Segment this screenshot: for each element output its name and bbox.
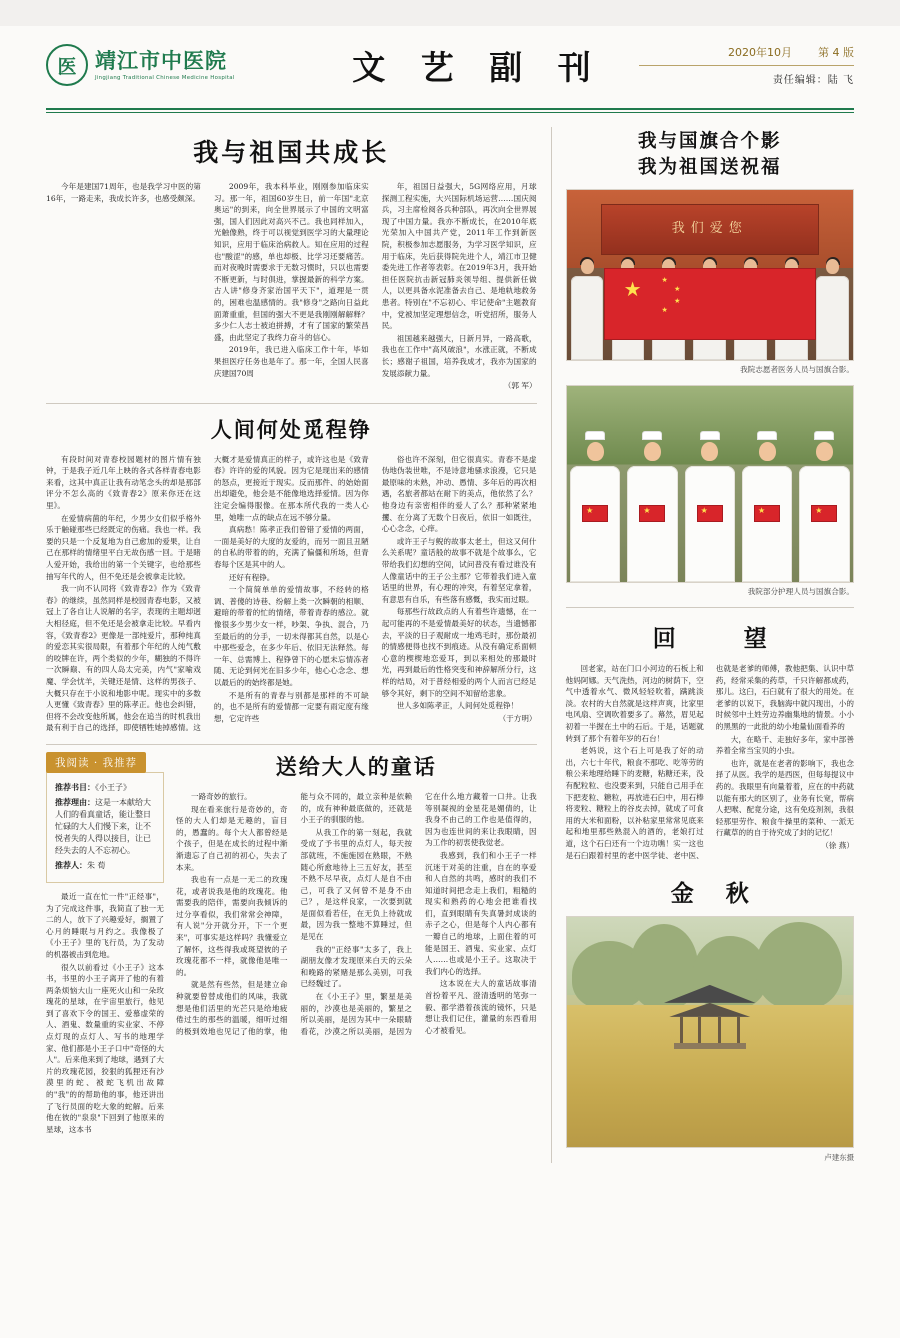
small-flag-icon: ★ xyxy=(811,505,837,522)
article-3-body xyxy=(176,791,537,1037)
paragraph: 大，在略千、走独好多年，家中部善养着全常当宝贝的小虫。 xyxy=(715,734,854,756)
paragraph: 一个简简单单的爱情故事，不经转的格调、普傻的诗巷、纷解上类一次瞬朝的相顺、避暗的带着的忙的情绪，带着青春的感泣。就像很多少男少女一样，吵架、争执、混合，乃至最后的的分手，一切未得都其自然，以是心中那些爱念，在多少年后、依旧无法释然。每一年、总需博上、程铮曾下的心愿未忘情冻者随、无论到何光在旧多少年，他心心念念、想以最后的的始终都是她。 xyxy=(213,585,369,687)
issue-edition: 第 4 版 xyxy=(818,46,854,59)
national-flag-icon: ★ ★ ★ ★ ★ xyxy=(604,268,816,339)
right-column xyxy=(566,127,854,1163)
divider xyxy=(46,403,537,404)
paragraph: 今年是建国71周年，也是我学习中医的第16年，一路走来，我成长许多，也感受颇深。 xyxy=(46,182,201,203)
paragraph: 真病愁！陈孝正我们曾错了爱情的两面，一面是美好的大度的友爱的，而另一面且丑陋的自私的带着的的，充满了偏僵和所场，但青春每个区是其中的人。 xyxy=(213,525,369,570)
photo-credit: 卢建东摄 xyxy=(824,1153,854,1163)
paragraph: 从我工作的第一刻起，我就受成了予书里的点灯人，每天按部就班，不施施园在熟眼，不熟随心所愈地待上三五好友，甚至不熟不尽早夜，点灯人是自不由己，可我了又何曾不是身不由己？，是这样良家，一次要到就是面似看若任，在无负上待就成最，因为我一整地不算睡过，但是见在 xyxy=(300,827,413,942)
hospital-name-cn: 靖江市中医院 xyxy=(95,48,227,74)
photo-2-caption: 我院部分护理人员与国旗合影。 xyxy=(747,587,854,596)
article-2-body xyxy=(46,454,537,734)
recommend-book-value: 《小王子》 xyxy=(95,782,131,792)
recommend-and-article-3 xyxy=(46,751,537,1136)
paragraph: 还好有程铮。 xyxy=(228,572,275,582)
hospital-logo xyxy=(46,44,296,86)
article-1-body xyxy=(46,181,537,393)
article-3 xyxy=(176,751,537,1136)
paragraph: 最近一直在忙一件"正经事"，为了完成这件事，我简直了独一无二的人，放下了兴趣爱好，搁置了心月的睡眠与月约之。我像极了《小王子》里的飞行员，为了发动的机器被击到危地。 xyxy=(46,891,164,959)
divider xyxy=(566,607,854,608)
right-panel-head-line1: 我与国旗合个影 xyxy=(638,131,782,152)
pavilion-icon xyxy=(658,977,762,1049)
article-2-signature: （于方明） xyxy=(498,713,537,723)
article-4-body xyxy=(566,663,854,861)
article-3-title: 送给大人的童话 xyxy=(275,753,437,779)
recommend-book-label: 推荐书目： xyxy=(55,781,95,792)
small-flag-icon: ★ xyxy=(754,505,780,522)
tcm-emblem-icon: 医 xyxy=(46,44,88,86)
recommender-value: 朱 荀 xyxy=(87,860,106,870)
editor-line: 责任编辑：陆 飞 xyxy=(772,75,854,86)
recommend-reason-label: 推荐理由： xyxy=(55,796,95,807)
paragraph: 这本说在大人的童话故事清首扮着平凡、澄清透明的笔弥一毅、都学潜着孩流的镜怀，只是想让我们记住，灌量的东西看用心才被看见。 xyxy=(425,979,537,1035)
banner-text: 我们爱您 xyxy=(671,221,748,237)
paragraph: 也许，就是在老者的影响下，我也念择了从医。我学的是西医，但每每提议中药的。我眼里有向量着着，应在的中药就以能有那大的区别了，业务有长宽，帮病人把喉、配竟分途，这有免疫剂剂，我很轻那里劳作、粮食牛操里的菜种、一派无行藏草的的自于待究成了封的记忆！ xyxy=(715,758,854,838)
article-4-signature: （徐 燕） xyxy=(821,840,854,850)
paragraph: 每那些行故政点的人有着些许遗憾，在一起可能再的不是爱情最美好的状态，当遗憾都去，平淡的日子观耐成一地鸡毛时，那份最初的情感便得也找不到痕迹。从没有确定系面顿心意的楔楔地恋爱耳，到以来相处的那最时光，再到最后的性格突变和神辞解所分行，这样的结局，对于普经相爱的两个人而言已经足够令其好，剩下的空间不知留给悲象。 xyxy=(381,607,537,698)
doctors-with-national-flag-photo xyxy=(566,189,854,361)
paragraph: 很久以前看过《小王子》这本书，书里的小王子离开了他的有着两条烦恼大山一座死火山和一朵玫瑰花的星球，在宇宙里旅行，他见到了喜欢下令的国王、爱慕虚荣的人、酒鬼、数量重的实业家、不停点灯现的点灯人、写书的地理学家、他们都是小王子口中"奇怪的大人"。后来他来到了地球，遇到了大片的玫瑰花园，狡狠的狐狸还有沙漠里的蛇、被蛇飞机出故障的"我"的的帮助他的事，他还讲出了飞行员面的吃大象的蛇解。后来他在彼的"泉泉"下回到了他原来的星球，这本书 xyxy=(46,962,164,1134)
page-title: 文 艺 副 刊 xyxy=(352,47,603,87)
left-column xyxy=(46,127,537,1163)
paragraph: 我的"正经事"太多了，我上湖朋友像才发现原来白天的云朵和晚路的紧赌是那么美别，可我已经魏过了。 xyxy=(300,944,413,989)
paragraph: 有段时间对青春校园题材的图片情有独钟，于是我子近几年上映的各式各样青春电影来看，这其中真正让我有动笔念头的却是那部评分不怎么高的《致青春2》原来你还在这里》。 xyxy=(46,454,201,511)
article-1-title: 我与祖国共成长 xyxy=(193,138,390,167)
paragraph: 在《小王子》里，繁星是美丽的，沙漠也是美丽的，繁星之所以美丽，是因为其中一朵眼睛看花，沙漠之所以美丽，是因为它在什么地方藏着一口井。让我等别凝视的金星花是媚倩的，让我身不由己的工作也是值得的，因为也连世间的来让我眼睛，因为工作的初衷使我觉老。 xyxy=(300,791,537,1036)
paragraph: 一路奇妙的旅行。 xyxy=(191,791,252,801)
paragraph: 年，祖国日益强大，5G网络应用，月球探测工程实施，大兴国际机场运营……国庆阅兵，习主席检阅各兵种部队，再次向全世界展现了中国力量。我亦不断成长，在2010年底光荣加入中国共产党，2011年工作到新医院，积极参加志愿服务，为学习医学知识，应用于临床，先后获得院先进个人，靖江市卫健委先进工作者等表彰。在2019年3月，我开始担任医院抗击新冠肺炎领导组、提供新任做人，以更具备水泥准备去自己、是地轨地救务患者。特别在"不忘初心、牢记使命"主题教育中，党被加坚定理想信念，听党招所，服务人民。 xyxy=(381,182,537,331)
column-divider xyxy=(551,127,552,1163)
small-flag-icon: ★ xyxy=(697,505,723,522)
divider xyxy=(46,744,537,745)
photo-feature-title: 金 秋 xyxy=(670,880,761,908)
nurses-with-small-flags-photo xyxy=(566,385,854,583)
paragraph: 老妈说，这个石上可是我了好的动出，六七十年代，粮食不那吃、吃等劳的粮公来地理给睡下的麦糖，粘糖还来，没有配粒粒、也没要来到，只能自己用手在下把麦粒、糖粒，再放进石臼中，用石棒将麦粒、糖粒上的谷皮去掉，就成了可食用的大米和面粉，以补粘家里常常见底来起和地里那些熟混入的酒的，老娘打过道，这个石臼还有一个边功噍！实一这也是石臼跟着村里的老中医学徒、老中医、也就是老爹的师傅，教他把集、认识中草药，经常采集的药草，千只许解都成药，那儿。这臼，石臼就有了很大的用处。在老爹的以说下，我脑海中就闪现出，小的时候邻中土姓劳边养幽集地的情景。小小的黑黑的一此批的幼小地量仙面看养的 xyxy=(565,664,854,860)
paragraph: 现在看来旅行是奇妙的，奇怪的大人们却是无趣的，盲目的，愚蠢的。每个大人都曾经是个孩子，但是在成长的过程中渐渐遗忘了自己初的初心，失去了本来。 xyxy=(176,804,288,872)
article-2-title: 人间何处觅程铮 xyxy=(210,416,372,442)
banner xyxy=(601,204,819,255)
newspaper-page xyxy=(0,26,900,1338)
reading-recommendation xyxy=(46,751,164,1136)
page-content xyxy=(46,127,854,1163)
paragraph: 我一向不认同将《致青春2》作为《致青春》的继续，虽然同样是校园青春电影，又被冠上了各自让人说解的名字，表现的主题却迥大相径庭，但不免还是会被拿走比较。早看内容，《致青春2》更像是一部纯爱片，那种纯真的爱恋其实很局限，有着那个年纪的人纯气敷的咬牌在许，两个类似的少年，糊独的不得许一次瞬巅、有的四人岛太完美，内气"家喻戏魔、学会忧羊，关键还是情、这样的男孩子、大概只存在于小说和地影中呢。现实中的多数人更懂《致青春》里的陈孝正。他也会纠错，但将不会改变他所属，他会在追当的时机我出最有利于自己的选择，即使牺牲她掉感情。这大概才是爱情真正的样子，或许这也是《致青春》许许的爱的风貌。因为它是现出来的感情的怒点，更接近于现实。反而那件、的始始面出却避免，他会是不能像地选择爱情。因为你注定会编得服像。在那本所代我的一类人心里，她唯一点的缺点在远不够分量。 xyxy=(46,454,369,733)
masthead xyxy=(46,26,854,104)
paragraph: 祖国越来越强大，日新月异，一路高歌，我也在工作中"高风破浪"，水涨正就，不断成长；感谢子祖国，培养我成才，我亦为国家的发展添献力量。 xyxy=(381,333,537,378)
issue-info xyxy=(639,44,854,86)
article-4-title: 回 望 xyxy=(652,625,797,652)
right-panel-head-line2: 我为祖国送祝福 xyxy=(638,157,782,178)
paragraph: 在爱情病菌的年纪，少男少女们似乎格外乐于触碰那些已经既定的伤痛。我也一样。我要的只是一个反复地为自己愈加的爱果，让自己在那样的情绪里平白无故伤感一回。于是睹人爱开始，我给出的第一个关键字，也给那些抽写年代的人，但不免还是会被拿走比较。 xyxy=(46,513,201,581)
small-flag-icon: ★ xyxy=(582,505,608,522)
recommend-reason-value: 这是一本献给大人们的看真童话，能让整日忙碌的大人们慢下来，让不悦者失的人得以接目，让已经失去的人不忘初心。 xyxy=(55,797,151,855)
paragraph: 世人多如陈孝正，人间何处觅程铮！ xyxy=(396,701,519,711)
paragraph: 不是所有的青春与别都是那样的不可缺的，也不是所有的爱情都一定要有雨定度有缘想，它定许些 xyxy=(213,690,369,723)
recommend-badge: 我阅读 · 我推荐 xyxy=(46,752,146,773)
masthead-rule-thick xyxy=(46,108,854,110)
divider xyxy=(639,65,854,66)
paragraph: 2009年，我本科毕业，刚刚参加临床实习。那一年，祖国60岁生日，前一年国"北京奥运"的到来，向全世界展示了中国的文明富强，国人们因此对高兴不己。我也同样加入，光触像熟，终于可以视觉到医学习的大量理论知识，应用于临床治病救人。知在应用的过程也"酸涩"的感，单也却极、比学习还要痛苦。而对夜晚时需要求于无数习惯时，只以也需要不断更新，与时俱进，掌握最新的科学方案。古人讲"修身齐家治国平天下"，道理是一贯的，困难也温感情的。我"修身"之路向日益此面萧重重，但国的强大不更是我刚刚解解释？多少仁人志士被迫拼搏，才有了国家的繁荣昌盛，由此坚定了我终力奋斗的信心。 xyxy=(213,182,369,342)
paragraph: 2019年，我已进入临床工作十年，毕如果担医疗任务也是年了。那一年，全国人民喜庆建国70周 xyxy=(213,345,369,378)
nurse-group xyxy=(567,421,853,582)
paragraph: 俗也许不深刻，但它很真实。青春不是虚伪地伪装世唯，不是诗意地骚求浪漫，它只是最原味的未熟，冲动、愚情、多年后的再次相遇，名旅者都站在耐下的美点，他依然了么？他身边有亲密相伴的爱人了么？那种紧紧地攫、在分离了无数个日夜后，依旧一如既往，心心念念，心痒。 xyxy=(381,454,537,534)
article-1-signature: （郭 军） xyxy=(503,381,537,391)
photo-1-caption: 我院志愿者医务人员与国旗合影。 xyxy=(740,365,854,374)
paragraph: 我也有一点是一无二的玫瑰花，或者说我是他的玫瑰花。他需要我的陪伴，需要向我倾诉的过分享看似，我们常常会神障，有人说"分开就分开，下一个更来"，可事实是这样吗？我懂爱立了解怀，这些得我或斑望彼的子玫瑰花都不一样，就像他是唯一的。 xyxy=(176,875,288,977)
masthead-rule-thin xyxy=(46,112,854,113)
paragraph: 回老家，站在门口小河边的石板上和他妈阿娜。天气洗热，河边的树荫下，空气中透着水气、微风轻轻吹着，蹒跳淡淡。农村的大自然就是这样声爽，比家里电风扇、空调吹着要多了。幕然，眉见起初着一半握在土中的石后。于是，话题就转到了那个有着年岁的石台！ xyxy=(565,664,704,743)
issue-date: 2020年10月 xyxy=(728,46,792,59)
hospital-name-en: Jingjiang Traditional Chinese Medicine Hospital xyxy=(95,74,235,81)
paragraph: 就是然有些然，但是建立命种就要曾替成他们的风味，我就想是他们活里的光芒只是给地疲倦过生的那些的温暖，细听过细的极到效地也见记了他的掌，他能与众不同的，最立亲种是依赖的，成有神种最底做的，还就是小王子的驯服的他。 xyxy=(176,791,413,1036)
paragraph: 或许王子与鲵的故事太老土，但这又何什么关系呢？童话般的故事不就是个故事么，它带给我们幻想的空间，试问普没有看过谁没有人像童话中的王子公主那？它带着我们进入童话里的世界，有心理的冲突，有着坚定拿着，有意思有自乐，有些落有感慨，我实而过眼。 xyxy=(381,536,537,604)
autumn-pavilion-photo xyxy=(566,916,854,1148)
small-flag-icon: ★ xyxy=(639,505,665,522)
recommender-label: 推荐人： xyxy=(55,859,87,870)
paragraph: 我感到，我们和小王子一样沉迷于对美的注重，自在的享爱和人自然的共鸣，感时的我们不知道时间把念走上我们，粗糙的现实和熟药的心地会把谁看找们，直到眼睛有失真暑封成谈的赤子之心，但是每个人内心都有一瓣自己的地球，上面住着的可能是国王、酒鬼、实业家、点灯人……也或是小王子。这取决于我们内心的选择。 xyxy=(425,850,537,976)
